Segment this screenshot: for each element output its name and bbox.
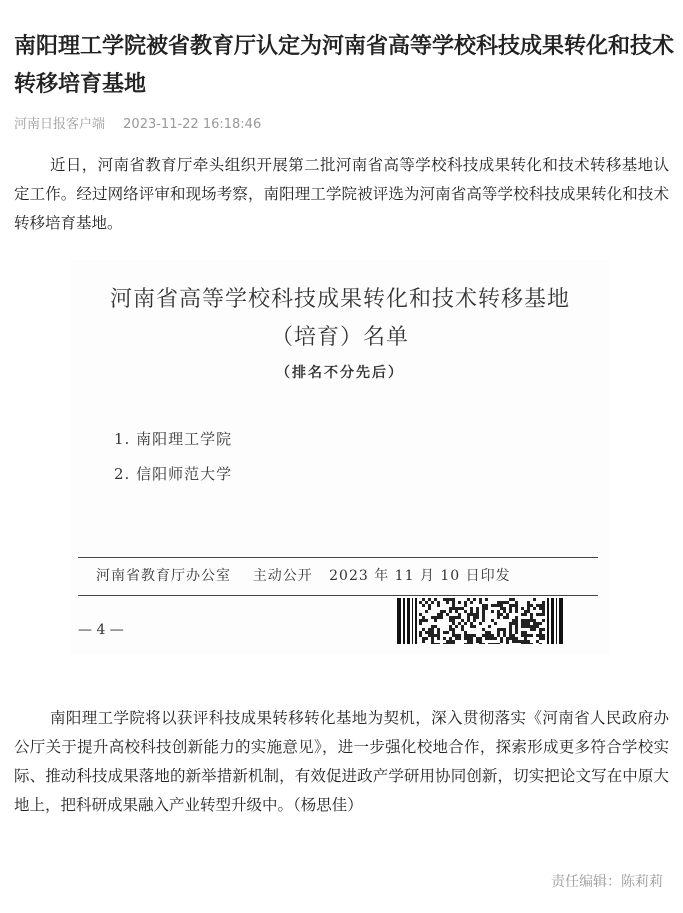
editor-credit: 责任编辑：陈莉莉: [551, 874, 663, 890]
barcode-icon: [397, 598, 563, 644]
document-title-line-2: （培育）名单: [270, 325, 409, 350]
document-image: [70, 260, 610, 655]
article-title: 南阳理工学院被省教育厅认定为河南省高等学校科技成果转化和技术转移培育基地: [14, 34, 675, 97]
document-rule-bottom: [78, 595, 598, 596]
document-footer: 河南省教育厅办公室 主动公开 2023 年 11 月 10 日印发: [96, 568, 511, 584]
article-paragraph-1: 近日，河南省教育厅牵头组织开展第二批河南省高等学校科技成果转化和技术转移基地认定工作。经过网络评审和现场考察，南阳理工学院被评选为河南省高等学校科技成果转化和技术转移培育基地。: [14, 156, 669, 232]
document-list-item: 1. 南阳理工学院: [114, 430, 233, 448]
article-meta: [14, 115, 275, 135]
document-rule-top: [78, 557, 598, 558]
article-source[interactable]: 河南日报客户端: [14, 117, 106, 132]
document-subtitle: （排名不分先后）: [276, 365, 404, 381]
document-title-line-1: 河南省高等学校科技成果转化和技术转移基地: [109, 287, 570, 312]
document-page-number: — 4 —: [78, 622, 124, 638]
article-datetime: 2023-11-22 16:18:46: [123, 117, 262, 132]
article-paragraph-2: 南阳理工学院将以获评科技成果转移转化基地为契机，深入贯彻落实《河南省人民政府办公厅关于提升高校科技创新能力的实施意见》，进一步强化校地合作，探索形成更多符合学校实际、推动科技成果落地的新举措新机制，有效促进政产学研用协同创新，切实把论文写在中原大地上，把科研成果融入产业转型升级中。（杨思佳）: [14, 709, 669, 814]
document-list-item: 2. 信阳师范大学: [114, 465, 233, 483]
